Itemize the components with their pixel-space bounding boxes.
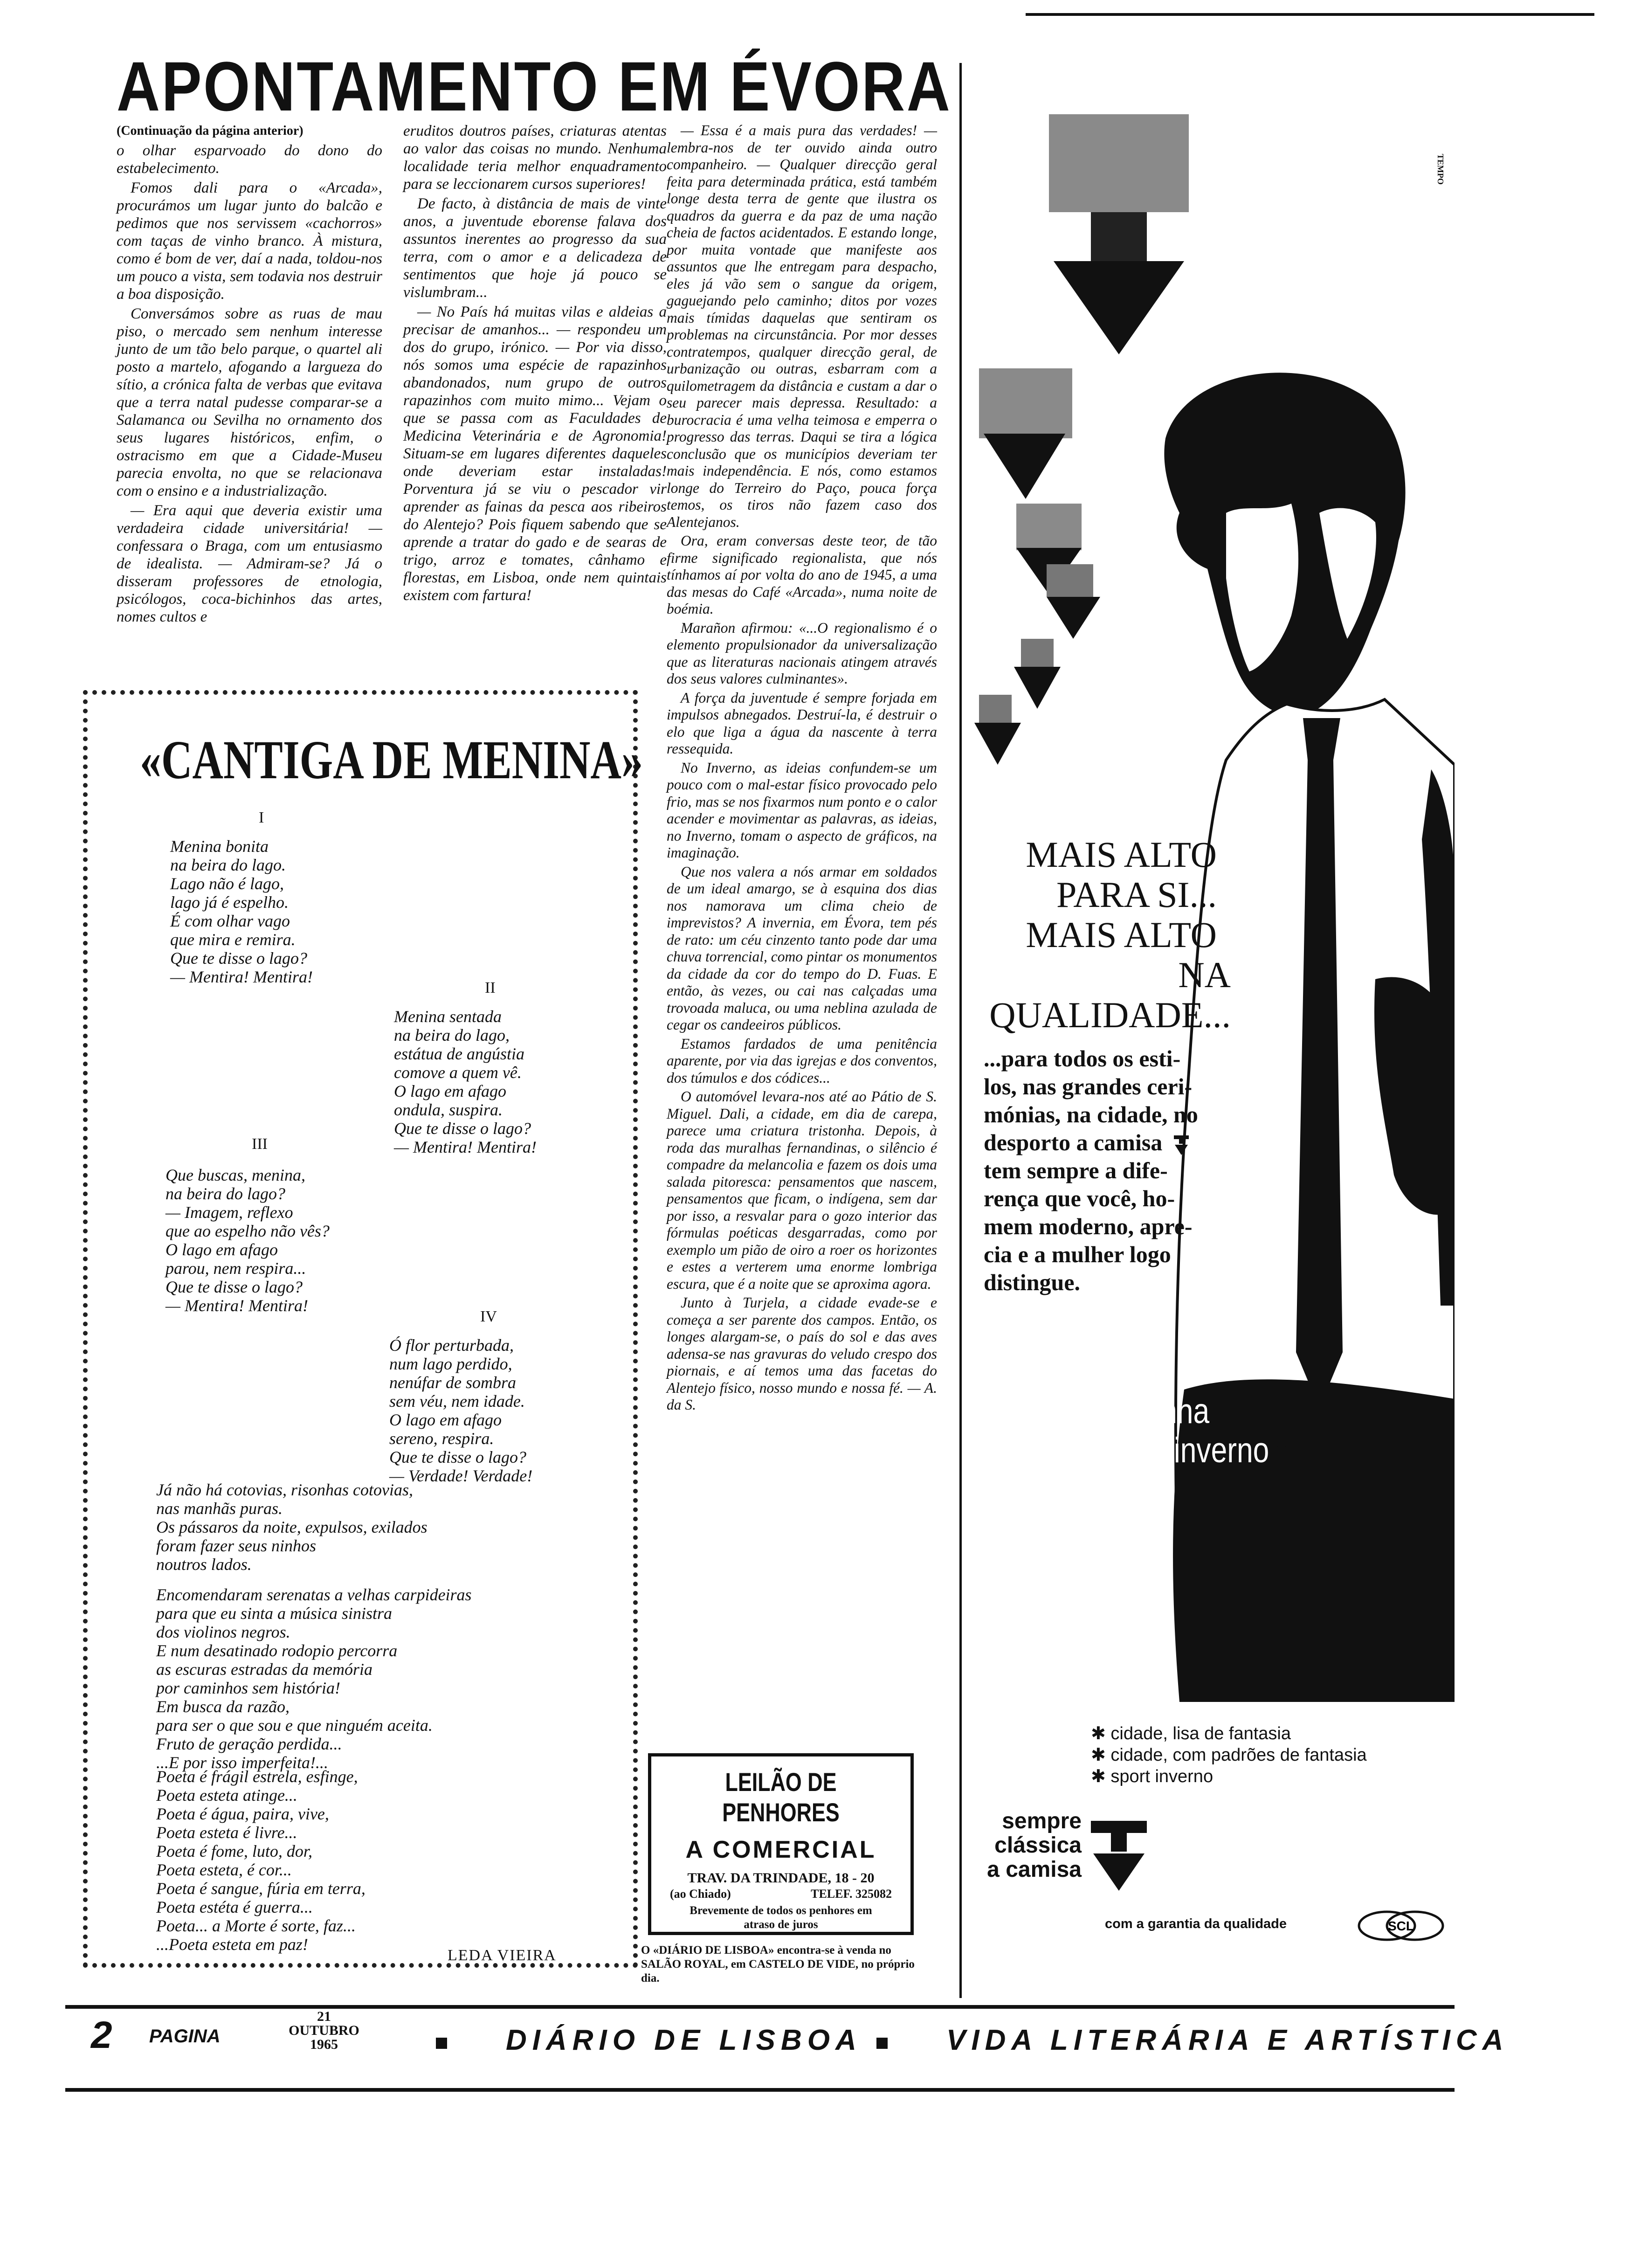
ad-body-line: ...para todos os esti- xyxy=(984,1045,1181,1072)
paragraph: A força da juventude é sempre forjada em impulsos abnegados. Destruí-la, é destruir o elo que liga a água da nascente à terra ressequida. xyxy=(667,689,937,757)
stanza-number: I xyxy=(259,809,264,826)
continuation-note: (Continuação da página anterior) xyxy=(117,124,303,138)
ad-new-line xyxy=(1077,1392,1269,1470)
diario-sale-note: O «DIÁRIO DE LISBOA» encontra-se à venda no SALÃO ROYAL, em CASTELO DE VIDE, no próprio dia. xyxy=(641,1944,915,1984)
poem-line: Fruto de geração perdida... xyxy=(156,1735,342,1753)
poem-line: É com olhar vago xyxy=(170,912,290,930)
poem-line: estátua de angústia xyxy=(394,1044,524,1063)
paragraph: — Era aqui que deveria existir uma verdadeira cidade universitária! — confessara o Braga, com um entusiasmo de idealista. — Admiram-se? Já o disseram professores de etnologia, psicólogos, coca-bichinhos das artes, nomes cultos e xyxy=(117,502,382,625)
leilao-phone: TELEF. 325082 xyxy=(811,1887,892,1901)
ad-slogan-line: sempre xyxy=(1002,1809,1082,1833)
leilao-address: TRAV. DA TRINDADE, 18 - 20 xyxy=(687,1870,875,1886)
ad-body-line: distingue. xyxy=(984,1269,1081,1295)
poem-stanza-2 xyxy=(394,1007,537,1156)
ad-slogan xyxy=(970,1809,1082,1882)
ad-guarantee: com a garantia da qualidade xyxy=(1105,1916,1287,1931)
poem-line: E num desatinado rodopio percorra xyxy=(156,1641,398,1660)
scl-seal-icon xyxy=(1354,1907,1448,1944)
man-figure xyxy=(1164,373,1455,1702)
tv-logo-small-2 xyxy=(1047,564,1100,639)
article-column-1 xyxy=(117,122,382,628)
leilao-name: A COMERCIAL xyxy=(685,1836,876,1863)
ad-new-line-text: outono/inverno xyxy=(1077,1431,1269,1470)
bullet-icon: ✱ xyxy=(1091,1724,1111,1743)
poem-line: Que te disse o lago? xyxy=(170,949,307,968)
poem-line: ondula, suspira. xyxy=(394,1100,503,1119)
bullet-icon: ✱ xyxy=(1091,1745,1111,1765)
poem-line: parou, nem respira... xyxy=(165,1259,306,1278)
poem-line: Poeta esteta, é cor... xyxy=(156,1860,292,1879)
top-rule xyxy=(1026,13,1594,16)
paragraph: Estamos fardados de uma penitência aparente, por via das igrejas e dos conventos, dos túmulos e dos códices... xyxy=(667,1035,937,1086)
poem-line: na beira do lago, xyxy=(394,1026,510,1044)
paragraph: — Essa é a mais pura das verdades! — lembra-nos de ter ouvido ainda outro companheiro. — Qualquer direcção geral feita para determinada prática, está também longe desta terra de gente que ilustra os quadros da guerra e da paz de uma nação cheia de factos acidentados. E estando longe, por muita vontade que manifeste aos assuntos que lhe entregam para despacho, eles já vão sem o sangue da origem, gaguejando pelo caminho; ditos por vozes mais tímidas daquelas que sentiram os problemas na circunstância. Por mor desses contratempos, qualquer direcção geral, de urbanização ou outras, esbarram com a quilometragem da distância e custam a dar o seu parecer mais depressa. Resultado: a burocracia é uma velha teimosa e emperra o progresso das terras. Daqui se tira a lógica conclusão que os municípios deveriam ter mais independência. E nós, como estamos longe do Terreiro do Paço, pouca força temos, os tiros não fazem caso dos Alentejanos. xyxy=(667,122,937,530)
poem-author: LEDA VIEIRA xyxy=(448,1947,557,1964)
paragraph: — No País há muitas vilas e aldeias a precisar de amanhos... — respondeu um dos do grupo, irónico. — Por via disso, nós somos uma espécie de rapazinhos abandonados, num grupo de outros rapazinhos com muito mimo... Vejam o que se passa com as Faculdades de Medicina Veterinária e de Agronomia! Situam-se em lugares diferentes daqueles onde deveriam estar instaladas! Porventura já se viu o pescador vir aprender as fainas da pesca aos ribeiros do Alentejo? Pois fiquem sabendo que se aprende a tratar do gado e de searas de trigo, arroz e tomates, cânhamo e florestas, em Lisboa, onde nem quintais existem com fartura! xyxy=(403,304,667,604)
poem-line: na beira do lago. xyxy=(170,856,286,874)
poem-stanza-4 xyxy=(389,1336,532,1485)
leilao-title: LEILÃO DE PENHORES xyxy=(722,1767,840,1827)
leilao-ad xyxy=(648,1753,914,1935)
ad-bullet-item xyxy=(1091,1723,1367,1744)
poem-stanza-1 xyxy=(170,837,313,986)
paragraph: Conversámos sobre as ruas de mau piso, o mercado sem nenhum interesse junto de um tão belo parque, o quartel ali posto a martelo, afogando a largueza do sítio, a crónica falta de verbas que evitava que a terra natal pudesse comparar-se a Salamanca ou Sevilha no ornamento dos seus lugares históricos, enfim, o ostracismo em que a Cidade-Museu parecia envolta, no que se relacionava com o ensino e a industrialização. xyxy=(117,305,382,499)
poem-title: «CANTIGA DE MENINA» xyxy=(140,729,643,790)
poem-line: para que eu sinta a música sinistra xyxy=(156,1604,393,1623)
ad-bullet-item xyxy=(1091,1766,1367,1787)
poem-line: Já não há cotovias, risonhas cotovias, xyxy=(156,1480,413,1499)
poem-line: foram fazer seus ninhos xyxy=(156,1536,317,1555)
paragraph: Junto à Turjela, a cidade evade-se e começa a ser parente dos campos. Então, os longes alargam-se, o país do sol e das aves adensa-se nas gravuras do veludo crespo dos piornais, e aí temos uma das facetas do Alentejo físico, nosso mundo e nossa fé. — A. da S. xyxy=(667,1294,937,1413)
separator-square xyxy=(436,2038,447,2049)
poem-line: Poeta é fome, luto, dor, xyxy=(156,1842,312,1860)
ad-body-text: desporto a camisa xyxy=(984,1129,1163,1155)
ad-body-line: los, nas grandes ceri- xyxy=(984,1073,1193,1099)
poem-line: Poeta... a Morte é sorte, faz... xyxy=(156,1916,356,1935)
paragraph: Ora, eram conversas deste teor, de tão firme significado regionalista, que nós tínhamos aí por volta do ano de 1945, a uma das mesas do Café «Arcada», numa noite de boémia. xyxy=(667,532,937,617)
poem-line: O lago em afago xyxy=(165,1240,278,1259)
section-title: VIDA LITERÁRIA E ARTÍSTICA xyxy=(946,2024,1509,2056)
ad-bullet-item xyxy=(1091,1744,1367,1766)
paragraph: Que nos valera a nós armar em soldados de um ideal amargo, se à esquina dos dias nos namorava um clima cheio de imprevistos? A invernia, em Évora, tem pés de rato: um céu cinzento tanto pode dar uma chuva torrencial, como pintar os monumentos da cidade da cor do tempo do D. Fuas. E então, às vezes, ou cai nas calçadas uma trovoada maluca, ou uma neblina azulada de cegar os candeeiros públicos. xyxy=(667,863,937,1033)
paragraph: De facto, à distância de mais de vinte anos, a juventude eborense falava dos assuntos inerentes ao progresso da sua terra, com o amor e a delicadeza de sentimentos que hoje já pouco se vislumbram... xyxy=(403,195,667,301)
ad-headline-line: NA xyxy=(1178,954,1231,995)
tv-brand-logo xyxy=(1089,1821,1149,1891)
scl-seal-text: SCL xyxy=(1388,1919,1414,1933)
stanza-number: II xyxy=(485,979,496,996)
ad-asterisk: * xyxy=(1275,1430,1288,1466)
newspaper-title: DIÁRIO DE LISBOA xyxy=(506,2024,862,2056)
poem-line: — Verdade! Verdade! xyxy=(389,1466,533,1485)
poem-line: num lago perdido, xyxy=(389,1355,512,1373)
page-number: 2 xyxy=(91,2014,112,2056)
poem-stanza-7 xyxy=(156,1767,365,1954)
poem-line: O lago em afago xyxy=(389,1411,502,1429)
paragraph: o olhar esparvoado do dono do estabelecimento. xyxy=(117,142,382,177)
poem-line: comove a quem vê. xyxy=(394,1063,522,1082)
ad-bullet-list xyxy=(1091,1723,1367,1787)
poem-line: — Imagem, reflexo xyxy=(165,1203,293,1222)
poem-line: Em busca da razão, xyxy=(156,1697,290,1716)
poem-line: sem véu, nem idade. xyxy=(389,1392,525,1411)
bullet-icon: ✱ xyxy=(1091,1767,1111,1786)
paragraph: Marañon afirmou: «...O regionalismo é o elemento propulsionador da universalização que as literaturas nacionais atingem através dos seus valores culminantes». xyxy=(667,619,937,687)
ad-headline-line: PARA SI... xyxy=(1056,874,1217,915)
poem-line: Encomendaram serenatas a velhas carpideiras xyxy=(156,1585,472,1604)
footer-bottom-rule xyxy=(65,2088,1455,2092)
poem-line: Que te disse o lago? xyxy=(165,1278,303,1296)
stanza-number: IV xyxy=(480,1308,497,1325)
ad-body-line: rença que você, ho- xyxy=(984,1185,1175,1211)
poem-stanza-3 xyxy=(165,1166,330,1315)
poem-line: ...Poeta esteta em paz! xyxy=(156,1935,308,1954)
ad-body-line: tem sempre a dife- xyxy=(984,1157,1168,1183)
ad-body-line: mónias, na cidade, no xyxy=(984,1101,1198,1127)
page-label: PAGINA xyxy=(149,2026,221,2047)
poem-line: Poeta esteta é livre... xyxy=(156,1823,297,1842)
ad-slogan-line: a camisa xyxy=(987,1857,1082,1882)
ad-new-line-text: nova linha xyxy=(1077,1391,1210,1431)
paragraph: No Inverno, as ideias confundem-se um pouco com o mal-estar físico provocado pelo frio, mas se nos fixarmos num ponto e o calor acender e movimentar as palavras, as ideias, no Inverno, tomam o aspecto de gráficos, na imaginação. xyxy=(667,759,937,861)
poem-line: que mira e remira. xyxy=(170,930,296,949)
poem-line: nenúfar de sombra xyxy=(389,1373,516,1392)
ad-headline xyxy=(960,834,1231,1035)
ad-side-mark: TEMPO xyxy=(1436,154,1445,185)
ad-body-line: mem moderno, apre- xyxy=(984,1213,1193,1239)
poem-line: — Mentira! Mentira! xyxy=(170,968,313,986)
leilao-location: (ao Chiado) xyxy=(670,1887,731,1901)
date-day: 21 xyxy=(317,2009,331,2024)
poem-stanza-5 xyxy=(156,1480,427,1574)
paragraph: O automóvel levara-nos até ao Pátio de S. Miguel. Dali, a cidade, em dia de carepa, parece uma criatura tristonha. Depois, à roda das muralhas fernandinas, o silêncio é compadre da melancolia e fazem os dois uma salada pitoresca: pensamentos que nascem, pensamentos que ficam, o indígena, sem dar por isso, a resvalar para o gozo interior das fórmulas poéticas desgarradas, como por exemplo um pião de oiro a roer os horizontes e estes a verterem uma enorme lombriga escura, que é a noite que se aproxima agora. xyxy=(667,1088,937,1292)
poem-line: Menina sentada xyxy=(394,1007,502,1026)
ad-body-line: cia e a mulher logo xyxy=(984,1241,1171,1267)
leilao-phone-line xyxy=(651,1887,910,1901)
poem-line: Poeta esteta atinge... xyxy=(156,1786,297,1805)
poem-line: Que te disse o lago? xyxy=(389,1448,526,1466)
poem-line: Poeta é sangue, fúria em terra, xyxy=(156,1879,365,1898)
article-column-2 xyxy=(403,122,667,606)
separator-square xyxy=(876,2038,888,2049)
poem-line: dos violinos negros. xyxy=(156,1623,290,1641)
ad-headline-line: MAIS ALTO xyxy=(1026,914,1217,955)
poem-line: lago já é espelho. xyxy=(170,893,289,912)
article-column-3 xyxy=(667,122,937,1416)
ad-body-line xyxy=(984,1128,1263,1156)
poem-line: — Mentira! Mentira! xyxy=(394,1138,537,1156)
poem-line: noutros lados. xyxy=(156,1555,252,1574)
poem-line: Que te disse o lago? xyxy=(394,1119,531,1138)
poem-line: Lago não é lago, xyxy=(170,874,284,893)
poem-line: — Mentira! Mentira! xyxy=(165,1296,308,1315)
poem-line: Poeta é água, paira, vive, xyxy=(156,1805,329,1823)
poem-line: na beira do lago? xyxy=(165,1184,285,1203)
bullet-text: sport inverno xyxy=(1110,1767,1214,1786)
paragraph: Fomos dali para o «Arcada», procurámos um lugar junto do balcão e pedimos que nos servissem «cachorros» com taças de vinho branco. À mistura, como é bom de ver, daí a nada, toldou-nos um pouco a vista, sem todavia nos destruir a boa disposição. xyxy=(117,180,382,303)
ad-headline-line: QUALIDADE... xyxy=(989,995,1231,1035)
page-date xyxy=(280,2010,368,2052)
tv-logo-large xyxy=(1049,114,1189,354)
poem-line: por caminhos sem história! xyxy=(156,1679,340,1697)
tv-logo-inline-icon xyxy=(1172,1135,1191,1155)
poem-line: que ao espelho não vês? xyxy=(165,1222,330,1240)
date-year: 1965 xyxy=(310,2037,338,2052)
poem-line: Os pássaros da noite, expulsos, exilados xyxy=(156,1518,427,1536)
tv-logo-small-4 xyxy=(974,695,1021,765)
bullet-text: cidade, lisa de fantasia xyxy=(1110,1724,1291,1743)
poem-line: Ó flor perturbada, xyxy=(389,1336,514,1355)
date-month: OUTUBRO xyxy=(289,2023,359,2038)
poem-line: nas manhãs puras. xyxy=(156,1499,283,1518)
stanza-number: III xyxy=(252,1135,268,1153)
poem-line: Poeta é frágil estrela, esfinge, xyxy=(156,1767,358,1786)
bullet-text: cidade, com padrões de fantasia xyxy=(1110,1745,1367,1765)
paragraph: eruditos doutros países, criaturas atentas ao valor das coisas no mundo. Nenhuma localidade teria melhor enquadramento para se leccionarem cursos superiores! xyxy=(403,123,667,193)
ad-headline-line: MAIS ALTO xyxy=(1026,834,1217,875)
leilao-note: Brevemente de todos os penhores em atraso de juros xyxy=(689,1904,872,1931)
article-headline: APONTAMENTO EM ÉVORA xyxy=(117,47,952,125)
poem-line: ...E por isso imperfeita!... xyxy=(156,1753,328,1772)
poem-line: Poeta estéta é guerra... xyxy=(156,1898,313,1916)
footer-top-rule xyxy=(65,2005,1455,2009)
poem-stanza-6 xyxy=(156,1585,472,1772)
poem-line: para ser o que sou e que ninguém aceita. xyxy=(156,1716,433,1735)
poem-line: sereno, respira. xyxy=(389,1429,494,1448)
poem-line: O lago em afago xyxy=(394,1082,506,1100)
poem-line: Menina bonita xyxy=(170,837,269,856)
tv-logo-medium xyxy=(979,368,1072,499)
tv-logo-small-3 xyxy=(1014,639,1061,709)
ad-slogan-line: clássica xyxy=(994,1833,1082,1858)
ad-body xyxy=(984,1044,1263,1296)
poem-line: as escuras estradas da memória xyxy=(156,1660,372,1679)
poem-line: Que buscas, menina, xyxy=(165,1166,305,1184)
